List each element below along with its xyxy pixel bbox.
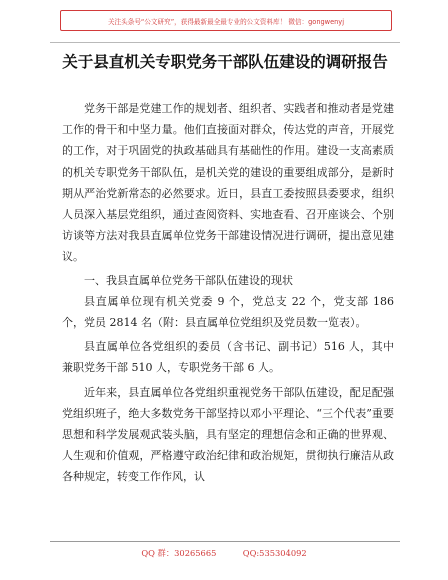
footer-qq: QQ:535304092 bbox=[242, 548, 307, 558]
document-title: 关于县直机关专职党务干部队伍建设的调研报告 bbox=[62, 53, 388, 71]
footer-divider bbox=[50, 541, 400, 542]
footer-contact bbox=[0, 547, 448, 559]
header-banner bbox=[60, 10, 392, 31]
paragraph-organizations: 县直属单位现有机关党委 9 个，党总支 22 个，党支部 186 个，党员 2814 名（附：县直属单位党组织及党员数一览表）。 bbox=[62, 294, 394, 330]
section-heading: 一、我县直属单位党务干部队伍建设的现状 bbox=[84, 273, 293, 287]
paragraph-intro: 党务干部是党建工作的规划者、组织者、实践者和推动者是党建工作的骨干和中坚力量。他们直接面对群众，传达党的声音，开展党的工作，对于巩固党的执政基础具有基础性的作用。建设一支高素质的机关专职党务干部队伍，是机关党的建设的重要组成部分，是新时期从严治党新常态的必然要求。近日，县直工委按照县委要求，组织人员深入基层党组织，通过查阅资料、实地查看、召开座谈会、个别访谈等方法对我县直属单位党务干部建设情况进行调研，提出意见建议。 bbox=[62, 102, 394, 264]
document-body bbox=[62, 98, 394, 488]
header-banner-text: 关注头条号“公文研究”，获得最新最全最专业的公文资料库！ 微信：gongwenyj bbox=[107, 17, 345, 26]
header-divider bbox=[50, 42, 400, 43]
paragraph-cadres: 县直属单位各党组织的委员（含书记、副书记）516 人，其中兼职党务干部 510 人，专职党务干部 6 人。 bbox=[62, 340, 394, 375]
footer-qq-group: QQ 群：30265665 bbox=[141, 548, 217, 558]
paragraph-recent-years: 近年来，县直属单位各党组织重视党务干部队伍建设，配足配强党组织班子，绝大多数党务干部坚持以邓小平理论、“三个代表”重要思想和科学发展观武装头脑，具有坚定的理想信念和正确的世界观、人生观和价值观，严格遵守政治纪律和政治规矩，贯彻执行廉洁从政各种规定，转变工作作风，认 bbox=[62, 385, 394, 484]
